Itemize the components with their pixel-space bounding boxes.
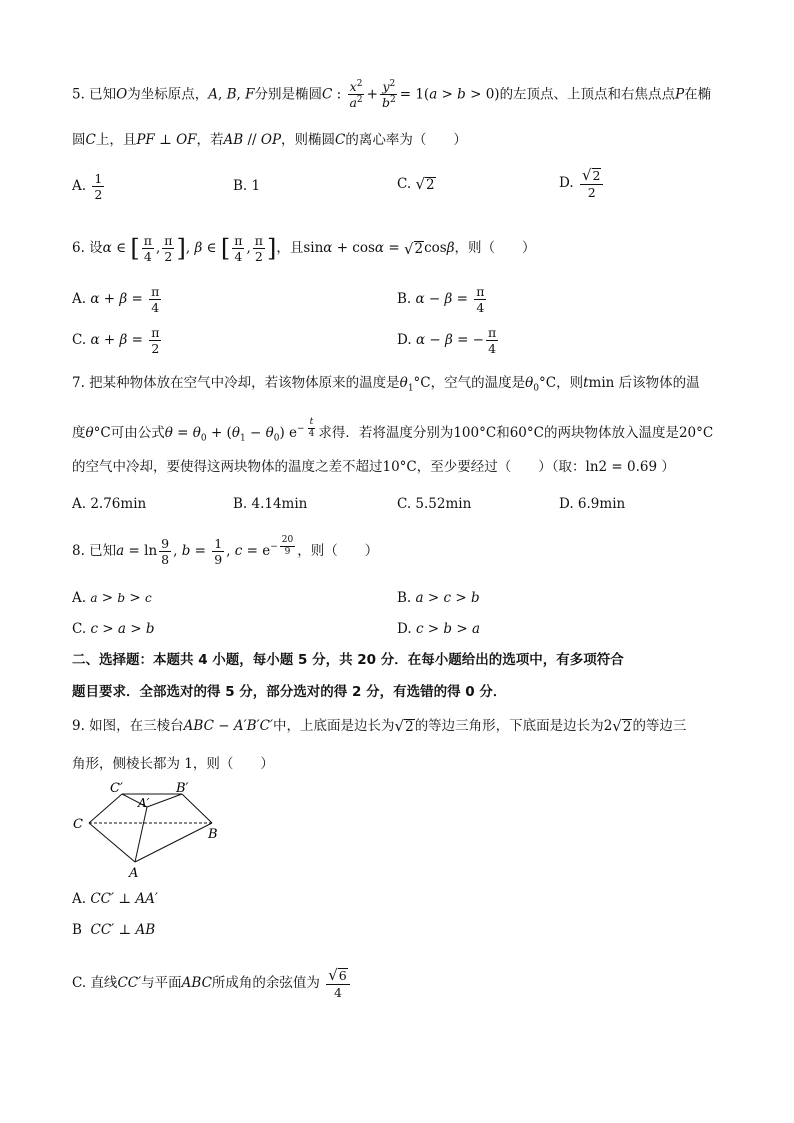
q8-option-a[interactable]: A. a > b > c [72,590,152,606]
option-label: D. [397,621,412,637]
q8-text: 8. 已知 [72,542,117,559]
q5-text: 为坐标原点， [127,86,209,103]
q9-text: 的等边三 [632,718,687,734]
q7-text: 7. 把某种物体放在空气中冷却，若该物体原来的温度是 [72,375,400,391]
q8-option-d[interactable]: D. c > b > a [397,621,481,637]
option-label: B. [397,291,412,308]
q5-text: 的左顶点、上顶点和右焦点点 [499,86,676,103]
q9-text: 9. 如图，在三棱台 [72,718,184,734]
option-label: A. [72,178,87,195]
option-label: D. [397,332,412,349]
q6-option-b[interactable]: B. α − β = $\frac{\pi}{4}$ [397,284,485,316]
q6-text: ，且 [276,240,304,257]
label-A: A [129,866,139,880]
label-C: C [73,817,83,832]
edge-BBp [182,794,212,823]
q5-text: ，若 [196,132,224,148]
q7-text: 的空气中冷却，要使得这两块物体的温度之差不超过 [72,459,383,475]
edge-CCp [89,794,122,823]
q8-option-b[interactable]: B. a > c > b [397,590,480,606]
q7-text: ，空气的温度是 [430,375,526,391]
option-label: C. [397,176,412,192]
q8-text: ，则（ ） [297,542,379,559]
q7-text: 和 [496,424,510,441]
q5-option-a[interactable]: A. $\frac{1}{2}$ [72,171,103,203]
q6-option-a[interactable]: A. α + β = $\frac{\pi}{4}$ [72,284,160,316]
option-label: B. 4.14min [233,496,308,512]
q5-line2: 圆C上，且PF ⊥ OF，若AB // OP，则椭圆C的离心率为（ ） [72,132,467,148]
q7-option-a[interactable] [72,496,146,512]
section2-heading-line1: 二、选择题：本题共 4 小题，每小题 5 分，共 20 分．在每小题给出的选项中，有多项符合 [72,652,624,668]
option-label: C. [72,621,87,637]
frustum-figure [72,780,232,880]
option-text: 所成角的余弦值为 [211,975,320,992]
q9-line1: 9. 如图，在三棱台ABC − A′B′C′中，上底面是边长为 √ 2 的等边三角形，下底面是边长为2 √ 2 的等边三 [72,717,687,736]
q7-line3: 的空气中冷却，要使得这两块物体的温度之差不超过10°C，至少要经过（ ）（取：ln2 = 0.69 ） [72,459,675,475]
option-label: A. 2.76min [72,496,147,512]
q5-line1: 5. 已知O为坐标原点，A, B, F分别是椭圆C : $\frac{x^2}{a^2}$ + $\frac{y^2}{b^2}$ = 1(a > b > 0)的左顶点、上顶点和右焦点点P在椭 [72,79,712,111]
q7-text: ，则 [556,375,584,391]
q8-line1: 8. 已知a = ln $\frac{9}{8}$ , b = $\frac{1}{9}$ , $c = e^{- \frac{20}{9}}$ ，则（ ） [72,535,379,567]
q6-option-d[interactable]: D. α − β = − $\frac{\pi}{4}$ [397,325,497,357]
q6-option-c[interactable]: C. α + β = $\frac{\pi}{2}$ [72,325,160,357]
option-label: B [72,922,82,938]
q5-text: ，则椭圆 [281,132,336,148]
q5-option-c[interactable]: C. √ 2 [397,175,435,194]
q5-text: 在椭 [684,86,712,103]
q5-text: 上，且 [95,132,137,148]
option-text: C. 直线 [72,975,118,992]
option-label: A. [72,291,87,308]
option-label: B. [397,590,412,606]
q7-option-c[interactable] [397,496,471,512]
q9-text: 中，上底面是边长为 [273,718,395,734]
q5-text: 的离心率为（ ） [345,132,467,148]
q5-text: 5. 已知 [72,86,117,103]
edge-AAp [135,807,147,862]
q6-text: ，则（ ） [454,240,536,257]
option-label: A. [72,590,87,606]
label-B: B [208,827,218,842]
q6-line1: 6. 设α ∈ [ $\frac{\pi}{4}$ , $\frac{\pi}{2}$ ], β ∈ [ $\frac{\pi}{4}$ , $\frac{\pi}{2}$ ]，且sinα + cosα = √ 2 cosβ，则（ ） [72,233,536,265]
option-label: D. [559,175,574,192]
q7-option-d[interactable] [559,496,625,512]
fraction: $\frac{y^2}{b^2}$ [381,79,396,111]
q7-text: 的两块物体放入温度是 [543,424,679,441]
q7-text: 可由公式 [110,424,165,441]
label-Cp: C′ [110,781,123,796]
label-Bp: B′ [176,781,189,796]
q9-line2: 角形，侧棱长都为 1，则（ ） [72,756,274,772]
edge-AB [135,823,212,862]
q5-text: 圆 [72,132,86,148]
q9-option-b[interactable]: B CC′ ⊥ AB [72,922,156,938]
q7-text: 求得．若将温度分别为 [318,424,454,441]
option-label: B. 1 [233,178,261,194]
option-label: C. [72,332,87,349]
q7-option-b[interactable] [233,496,307,512]
q7-text: ，至少要经过（ ）（取：ln2 = 0.69 ） [416,459,675,475]
q8-option-c[interactable]: C. c > a > b [72,621,155,637]
q7-line2: 度θ°C可由公式$\theta = \theta_0 + (\theta_1 - \theta_0)$ $e^{- \frac{t}{4}}$ 求得．若将温度分别为100°C和60°C的两块物体放入温度是20°C [72,417,714,444]
q9-text: 的等边三角形，下底面是边长为 [414,718,604,734]
q5-text: 分别是椭圆 [254,86,322,103]
q9-option-c[interactable]: C. 直线CC′与平面ABC所成角的余弦值为 √ 6 4 [72,968,352,999]
q7-line1: 7. 把某种物体放在空气中冷却，若该物体原来的温度是$\theta_1^\circ C$，空气的温度是$\theta_0^\circ C$，则tmin 后该物体的温 [72,375,700,394]
q5-option-b[interactable] [233,178,260,194]
q7-text: 度 [72,424,86,441]
option-label: C. 5.52min [397,496,472,512]
edge-CA [89,823,135,862]
q6-text: 6. 设 [72,240,103,257]
option-text: 与平面 [141,975,182,992]
fraction: $\frac{x^2}{a^2}$ [349,79,363,111]
option-label: A. [72,891,87,907]
section2-heading-line2: 题目要求．全部选对的得 5 分，部分选对的得 2 分，有选错的得 0 分． [72,684,507,700]
q7-text: min 后该物体的温 [588,375,700,391]
label-Ap: A′ [138,796,150,810]
q9-option-a[interactable]: A. CC′ ⊥ AA′ [72,891,158,907]
q5-option-d[interactable]: D. √ 2 2 [559,168,605,199]
option-label: D. 6.9min [559,496,626,512]
